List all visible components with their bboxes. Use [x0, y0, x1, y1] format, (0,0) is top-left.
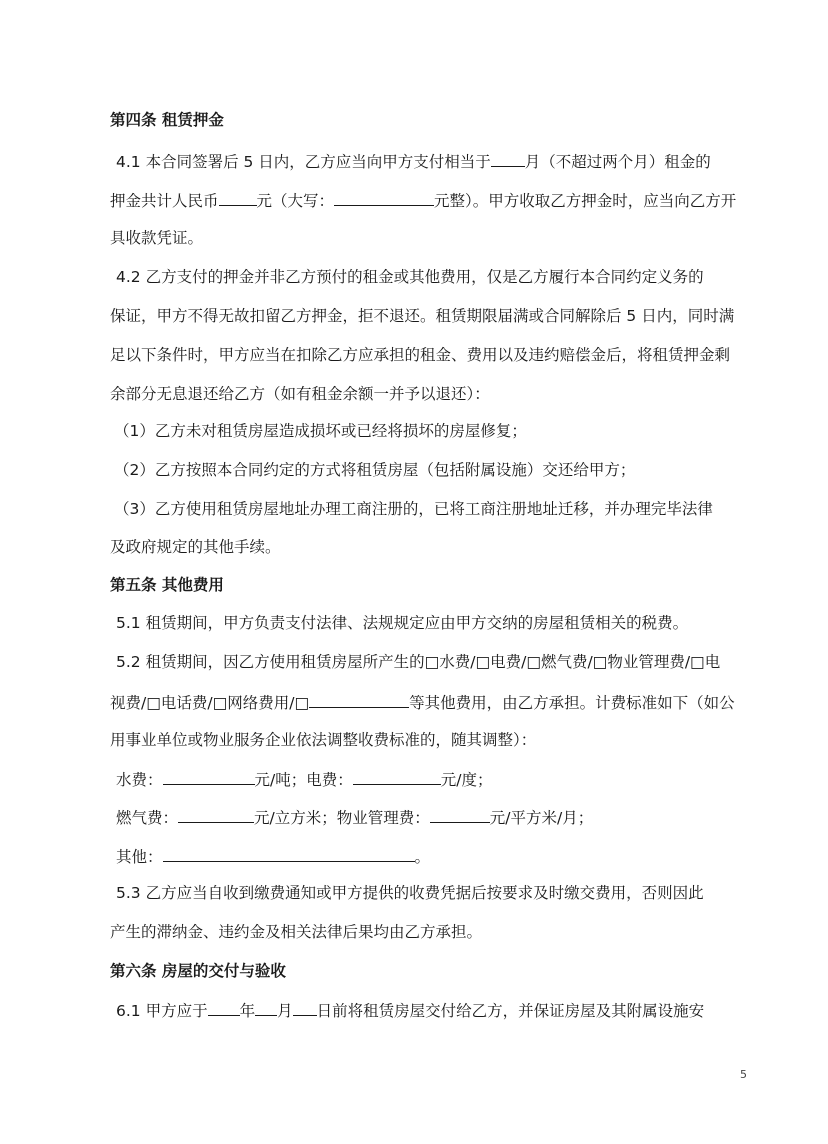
gas-property-fee-line: 燃气费： 元/立方米；物业管理费： 元/平方米/月；: [116, 806, 593, 828]
clause-5-2-line-3: 用事业单位或物业服务企业依法调整收费标准的，随其调整）：: [110, 731, 537, 749]
condition-2: （2）乙方按照本合同约定的方式将租赁房屋（包括附属设施）交还给甲方；: [114, 461, 636, 479]
condition-3-line-2: 及政府规定的其他手续。: [110, 538, 281, 556]
year-blank: [208, 999, 240, 1016]
other-fee-line: 其他： 。: [116, 845, 430, 867]
property-fee-blank: [430, 806, 490, 823]
clause-4-2-line-3: 足以下条件时，甲方应当在扣除乙方应承担的租金、费用以及违约赔偿金后，将租赁押金剩: [110, 346, 731, 364]
section-6-heading: 第六条 房屋的交付与验收: [110, 962, 286, 980]
deposit-amount-blank: [219, 189, 257, 206]
other-fee-blank: [309, 691, 409, 708]
clause-4-1-line-3: 具收款凭证。: [110, 229, 204, 247]
clause-5-1: 5.1 租赁期间，甲方负责支付法律、法规规定应由甲方交纳的房屋租赁相关的税费。: [116, 614, 689, 632]
clause-5-3-line-1: 5.3 乙方应当自收到缴费通知或甲方提供的收费凭据后按要求及时缴交费用，否则因此: [116, 884, 704, 902]
water-electric-fee-line: 水费： 元/吨；电费： 元/度；: [116, 768, 492, 790]
clause-4-1-line-1: 4.1 本合同签署后 5 日内，乙方应当向甲方支付相当于 月（不超过两个月）租金的: [116, 150, 711, 172]
clause-4-2-line-1: 4.2 乙方支付的押金并非乙方预付的租金或其他费用，仅是乙方履行本合同约定义务的: [116, 268, 704, 286]
section-4-heading: 第四条 租赁押金: [110, 111, 224, 129]
deposit-amount-words-blank: [334, 189, 434, 206]
clause-4-1-line-2: 押金共计人民币 元（大写： 元整）。甲方收取乙方押金时，应当向乙方开: [110, 189, 736, 211]
month-blank: [255, 999, 277, 1016]
clause-4-2-line-4: 余部分无息退还给乙方（如有租金余额一并予以退还）：: [110, 385, 490, 403]
clause-5-3-line-2: 产生的滞纳金、违约金及相关法律后果均由乙方承担。: [110, 923, 483, 941]
other-blank: [163, 845, 415, 862]
months-blank: [491, 150, 525, 167]
clause-4-2-line-2: 保证，甲方不得无故扣留乙方押金，拒不退还。租赁期限届满或合同解除后 5 日内，同时满: [110, 307, 735, 325]
clause-5-2-line-2: 视费/□电话费/□网络费用/□ 等其他费用，由乙方承担。计费标准如下（如公: [110, 691, 735, 713]
gas-fee-blank: [178, 806, 254, 823]
condition-1: （1）乙方未对租赁房屋造成损坏或已经将损坏的房屋修复；: [114, 422, 527, 440]
electric-fee-blank: [353, 768, 441, 785]
clause-5-2-line-1: 5.2 租赁期间，因乙方使用租赁房屋所产生的□水费/□电费/□燃气费/□物业管理费/□电: [116, 653, 721, 671]
section-5-heading: 第五条 其他费用: [110, 576, 224, 594]
day-blank: [293, 999, 317, 1016]
page-number: 5: [740, 1068, 747, 1081]
condition-3-line-1: （3）乙方使用租赁房屋地址办理工商注册的，已将工商注册地址迁移，并办理完毕法律: [114, 500, 713, 518]
clause-6-1-line-1: 6.1 甲方应于 年 月 日前将租赁房屋交付给乙方，并保证房屋及其附属设施安: [116, 999, 704, 1021]
water-fee-blank: [163, 768, 255, 785]
